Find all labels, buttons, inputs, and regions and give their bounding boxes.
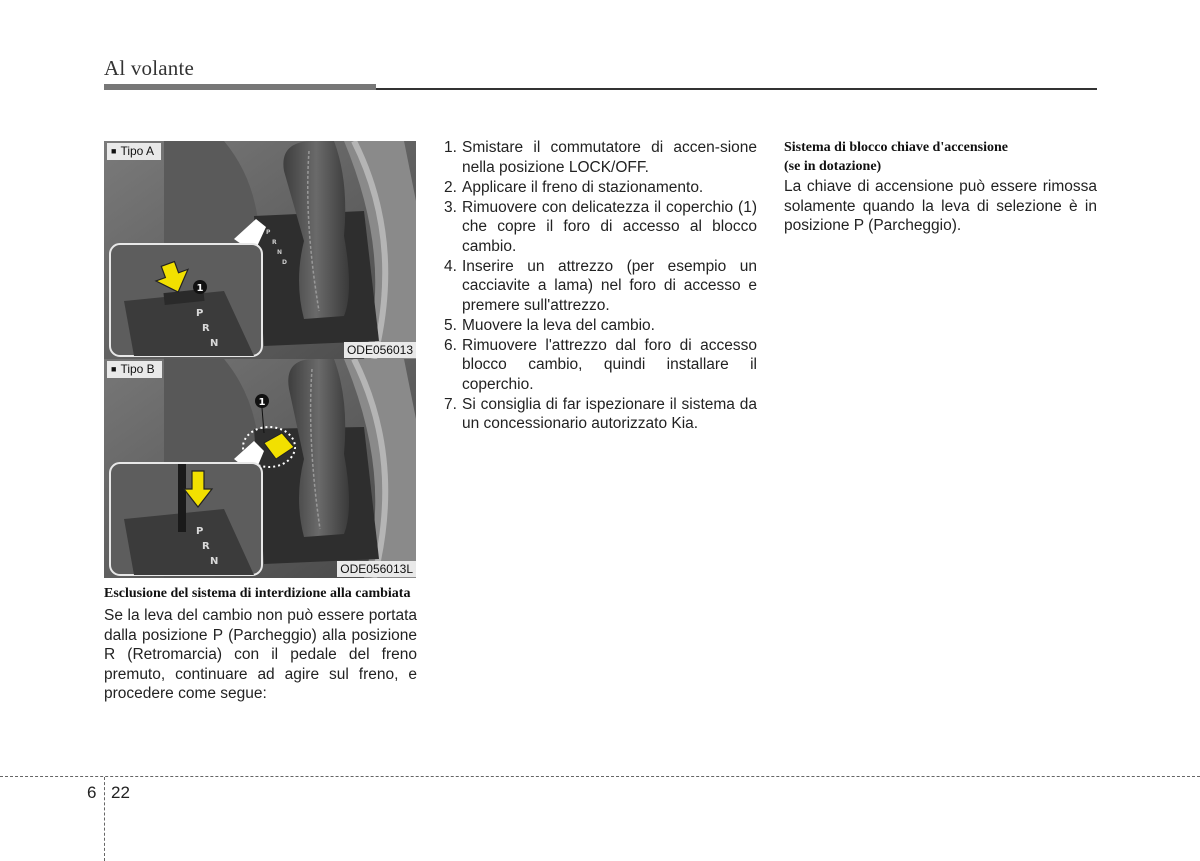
step-item	[444, 257, 757, 316]
step-item	[444, 198, 757, 257]
svg-text:N: N	[210, 556, 219, 567]
figure-tipo-b	[104, 359, 416, 578]
step-item	[444, 336, 757, 395]
svg-text:P: P	[196, 308, 204, 319]
body-paragraph: Se la leva del cambio non può essere portata dalla posizione P (Parcheggio) alla posizione R (Retromarcia) con il pedale del freno premuto, continuare ad agire sul freno, e procedere come segue:	[104, 607, 417, 702]
section-heading: Esclusione del sistema di interdizione alla cambiata	[104, 586, 411, 601]
step-text: Rimuovere l'attrezzo dal foro di accesso blocco cambio, quindi installare il coperchio.	[462, 336, 757, 393]
figure-tag: ■ Tipo B	[107, 361, 162, 378]
shifter-illustration-b	[104, 359, 416, 578]
step-number: 5.	[444, 316, 457, 334]
step-text: Smistare il commutatore di accen-sione nella posizione LOCK/OFF.	[462, 139, 757, 176]
svg-text:N: N	[210, 338, 219, 349]
svg-text:D: D	[282, 259, 287, 266]
header-rule-thin	[376, 88, 1097, 90]
step-text: Inserire un attrezzo (per esempio un cacciavite a lama) nel foro di accesso e premere sull'attrezzo.	[462, 257, 757, 314]
step-number: 1.	[444, 139, 457, 156]
svg-text:N: N	[277, 249, 283, 256]
svg-text:1: 1	[196, 283, 204, 294]
header-rule-thick	[104, 84, 376, 90]
section-heading: Sistema di blocco chiave d'accensione	[784, 140, 1008, 155]
svg-text:R: R	[202, 541, 210, 552]
chapter-number: 6	[87, 783, 97, 802]
step-text: Muovere la leva del cambio.	[462, 316, 655, 334]
right-column	[784, 139, 1097, 236]
svg-text:R: R	[272, 239, 277, 246]
figure-code: ODE056013	[344, 342, 416, 358]
step-item	[444, 395, 757, 434]
left-column	[104, 585, 417, 704]
footer-divider	[104, 777, 105, 861]
step-text: Rimuovere con delicatezza il coperchio (1) che copre il foro di accesso al blocco cambio.	[462, 198, 757, 255]
step-number: 2.	[444, 178, 457, 196]
step-item	[444, 178, 757, 198]
svg-text:P: P	[196, 526, 204, 537]
step-number: 3.	[444, 198, 457, 216]
step-number: 4.	[444, 257, 457, 275]
figure-code: ODE056013L	[337, 561, 416, 577]
step-item	[444, 138, 757, 177]
svg-text:1: 1	[258, 397, 266, 408]
step-item	[444, 316, 757, 336]
shifter-illustration-a	[104, 141, 416, 359]
step-number: 6.	[444, 336, 457, 354]
step-text: Si consiglia di far ispezionare il sistema da un concessionario autorizzato Kia.	[462, 395, 757, 432]
svg-text:R: R	[202, 323, 210, 334]
figure-tipo-a	[104, 141, 416, 359]
page-number: 22	[111, 783, 130, 802]
step-number: 7.	[444, 395, 457, 413]
figure-tag: ■ Tipo A	[107, 143, 161, 160]
svg-text:P: P	[266, 229, 271, 236]
footer-rule	[0, 776, 1200, 777]
procedure-steps	[444, 138, 757, 434]
body-paragraph: La chiave di accensione può essere rimossa solamente quando la leva di selezione è in posizione P (Parcheggio).	[784, 178, 1097, 234]
running-header: Al volante	[104, 56, 195, 80]
step-text: Applicare il freno di stazionamento.	[462, 178, 704, 196]
section-subheading: (se in dotazione)	[784, 159, 882, 174]
